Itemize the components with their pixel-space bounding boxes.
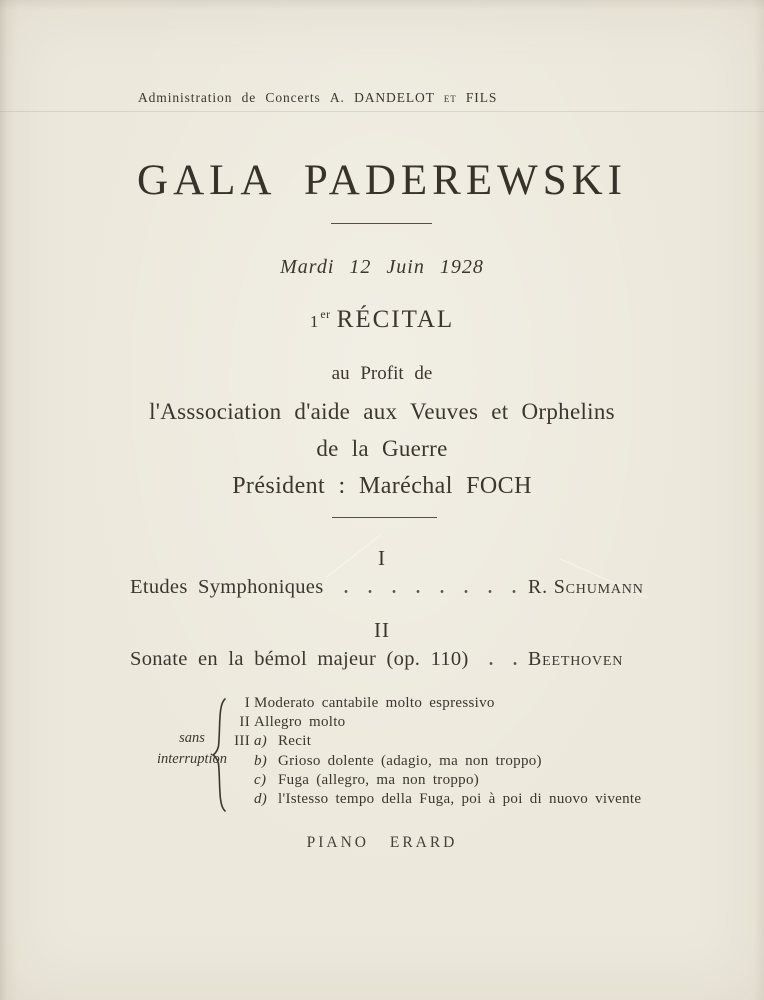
movement-text: Grioso dolente (adagio, ma non troppo) [278,752,542,769]
movement-list [0,694,764,809]
movement-row [0,790,764,809]
president-line: Président : Maréchal FOCH [232,473,532,499]
recital-ordinal: er [320,307,331,321]
program-section-numeral-2: II [374,618,390,642]
movement-letter: a) [254,733,268,750]
benefit-organization-line2: de la Guerre [316,436,448,461]
president-divider-rule [332,517,437,518]
page-title: GALA PADEREWSKI [137,157,627,204]
administration-line [138,90,497,106]
recital-heading [0,306,764,334]
movement-text: Allegro molto [254,714,346,731]
movement-row [0,694,764,713]
movement-letter: b) [254,752,268,769]
movement-text: Moderato cantabile molto espressivo [254,695,495,711]
movement-text: Recit [278,733,312,750]
movement-text: l'Istesso tempo della Fuga, poi à poi di nuovo vivente [278,790,642,807]
movement-letter: c) [254,771,267,788]
movement-letter: d) [254,790,268,807]
dot-leader [334,590,519,593]
movement-row [0,771,764,790]
program-item [130,648,654,671]
administration-prefix: Administration de Concerts [138,90,321,105]
benefit-intro: au Profit de [331,363,433,384]
composer-name: Beethoven [528,648,624,670]
program-section-numeral-1: I [378,546,386,570]
paper-crease [0,111,764,112]
recital-number: 1 [309,312,321,331]
movement-numeral: I [244,695,250,711]
movement-numeral: II [239,714,250,731]
movement-row [0,752,764,771]
movement-row [0,713,764,732]
program-item [130,576,654,599]
administration-name: A. DANDELOT et FILS [329,90,498,105]
piano-credit-line: PIANO ERARD [306,834,458,851]
work-title: Etudes Symphoniques [130,576,324,598]
event-date: Mardi 12 Juin 1928 [280,256,484,278]
work-title: Sonate en la bémol majeur (op. 110) [130,648,469,670]
title-divider-rule [331,223,432,224]
movement-row [0,732,764,751]
side-label-line2: interruption [156,751,228,767]
movement-text: Fuga (allegro, ma non troppo) [278,771,480,788]
composer-name: R. Schumann [528,576,644,598]
benefit-organization-line1: l'Asssociation d'aide aux Veuves et Orphelins [149,399,615,424]
recital-word: RÉCITAL [336,306,455,333]
side-label-line1: sans [179,730,205,746]
movement-numeral: III [234,733,250,750]
dot-leader [479,662,518,665]
